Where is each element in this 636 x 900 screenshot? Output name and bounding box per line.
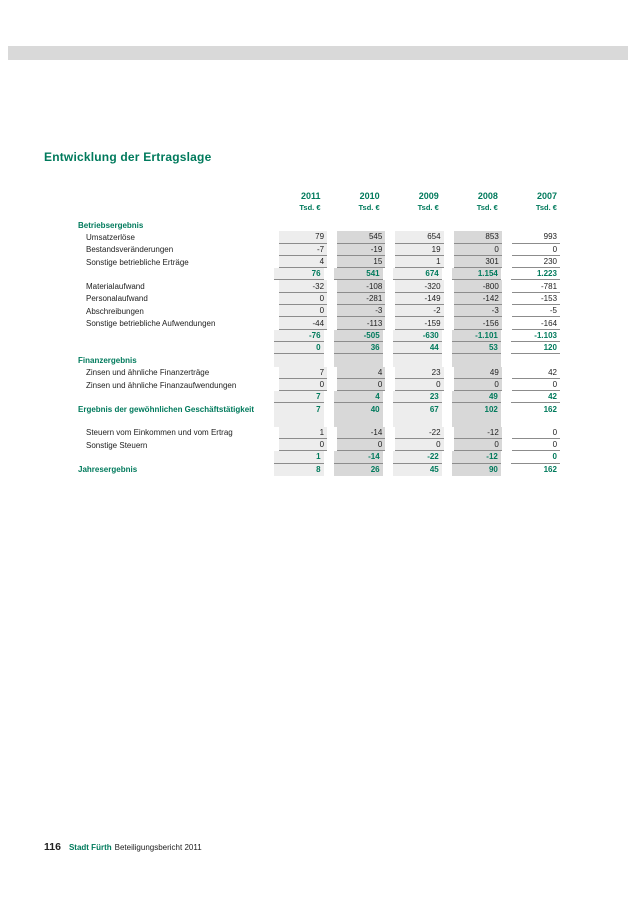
year-label: 2008 [477, 191, 498, 201]
value-cell: 4 [279, 256, 327, 268]
value-cell: 4 [334, 391, 383, 403]
row-label: Personalaufwand [86, 294, 148, 304]
row-label: Zinsen und ähnliche Finanzerträge [86, 368, 210, 378]
row-label: Jahresergebnis [78, 465, 138, 475]
value-cell: -1.101 [452, 330, 501, 342]
value-cell: 0 [512, 244, 560, 256]
row-label: Ergebnis der gewöhnlichen Geschäftstätigkeit [78, 405, 255, 415]
table-row [78, 231, 560, 243]
value-cell: -22 [393, 451, 442, 463]
year-column-header [452, 190, 501, 213]
value-cell: -3 [337, 305, 385, 317]
value-cell: 0 [454, 244, 502, 256]
value-cell [511, 219, 560, 231]
row-label [78, 330, 264, 342]
row-label [78, 268, 264, 280]
value-cell [274, 354, 323, 366]
value-cell: 120 [511, 342, 560, 354]
value-cell: 0 [454, 439, 502, 451]
row-label: Finanzergebnis [78, 355, 137, 365]
value-cell: 7 [274, 391, 323, 403]
value-cell: 49 [454, 367, 502, 379]
row-label: Sonstige Steuern [86, 440, 148, 450]
value-cell: 0 [512, 439, 560, 451]
table-row [78, 354, 560, 366]
value-cell: 0 [395, 379, 443, 391]
value-cell: -22 [395, 427, 443, 439]
table-row [78, 219, 560, 231]
row-label: Sonstige betriebliche Erträge [86, 257, 189, 267]
table-header [78, 190, 560, 213]
unit-label: Tsd. € [358, 203, 380, 212]
table-row [78, 330, 560, 342]
value-cell: 1.223 [511, 268, 560, 280]
year-column-header [393, 190, 442, 213]
value-cell: -164 [512, 317, 560, 329]
value-cell: -320 [395, 280, 443, 292]
footer-brand: Stadt Fürth [68, 843, 112, 852]
value-cell: 541 [334, 268, 383, 280]
table-row [78, 451, 560, 463]
row-label: Betriebsergebnis [78, 220, 144, 230]
value-cell: 90 [452, 464, 501, 476]
value-cell: 7 [279, 367, 327, 379]
value-cell: 230 [512, 256, 560, 268]
value-cell: 23 [393, 391, 442, 403]
value-cell: -281 [337, 293, 385, 305]
row-label: Umsatzerlöse [86, 232, 135, 242]
value-cell: 8 [274, 464, 323, 476]
value-cell: 0 [279, 379, 327, 391]
value-cell: 0 [279, 439, 327, 451]
value-cell: -159 [395, 317, 443, 329]
value-cell: 42 [511, 391, 560, 403]
table-row [78, 342, 560, 354]
value-cell: 7 [274, 403, 323, 415]
value-cell: 67 [393, 403, 442, 415]
value-cell: 1.154 [452, 268, 501, 280]
year-column-header [274, 190, 323, 213]
value-cell: 853 [454, 231, 502, 243]
value-cell: -800 [454, 280, 502, 292]
value-cell: 49 [452, 391, 501, 403]
value-cell: 0 [511, 451, 560, 463]
value-cell [393, 219, 442, 231]
value-cell: 79 [279, 231, 327, 243]
value-cell: -76 [274, 330, 323, 342]
value-cell: -108 [337, 280, 385, 292]
value-cell: 53 [452, 342, 501, 354]
row-label [78, 391, 264, 403]
value-cell: 993 [512, 231, 560, 243]
value-cell: -142 [454, 293, 502, 305]
value-cell: -14 [337, 427, 385, 439]
value-cell: 15 [337, 256, 385, 268]
value-cell: -630 [393, 330, 442, 342]
table-row [78, 305, 560, 317]
earnings-table [78, 190, 560, 476]
value-cell: 0 [279, 293, 327, 305]
table-row [78, 256, 560, 268]
value-cell: -781 [512, 280, 560, 292]
table-row [78, 427, 560, 439]
value-cell: -3 [454, 305, 502, 317]
table-row [78, 379, 560, 391]
value-cell [274, 416, 323, 427]
value-cell [452, 219, 501, 231]
value-cell: 162 [511, 403, 560, 415]
year-label: 2010 [359, 191, 380, 201]
page-title: Entwicklung der Ertragslage [44, 150, 212, 164]
table-row [78, 416, 560, 427]
row-label: Steuern vom Einkommen und vom Ertrag [86, 428, 233, 438]
table-body [78, 219, 560, 476]
value-cell: -149 [395, 293, 443, 305]
value-cell: 36 [334, 342, 383, 354]
value-cell: 654 [395, 231, 443, 243]
value-cell [334, 354, 383, 366]
value-cell [334, 416, 383, 427]
value-cell: 19 [395, 244, 443, 256]
header-divider-bar [8, 46, 628, 60]
row-label: Bestandsveränderungen [86, 245, 174, 255]
header-label-spacer [78, 190, 264, 213]
table-row [78, 268, 560, 280]
table-row [78, 317, 560, 329]
value-cell: -2 [395, 305, 443, 317]
value-cell: 162 [511, 464, 560, 476]
value-cell: 45 [393, 464, 442, 476]
value-cell: 0 [337, 379, 385, 391]
value-cell: 1 [274, 451, 323, 463]
unit-label: Tsd. € [417, 203, 439, 212]
value-cell: 0 [337, 439, 385, 451]
row-label [78, 342, 264, 354]
value-cell: 42 [512, 367, 560, 379]
value-cell: 674 [393, 268, 442, 280]
value-cell: 301 [454, 256, 502, 268]
value-cell: 0 [454, 379, 502, 391]
value-cell: 0 [512, 379, 560, 391]
value-cell: -1.103 [511, 330, 560, 342]
unit-label: Tsd. € [476, 203, 498, 212]
value-cell: -14 [334, 451, 383, 463]
value-cell [274, 219, 323, 231]
value-cell: 44 [393, 342, 442, 354]
value-cell: 102 [452, 403, 501, 415]
value-cell: 1 [395, 256, 443, 268]
table-row [78, 367, 560, 379]
value-cell: 1 [279, 427, 327, 439]
value-cell: -505 [334, 330, 383, 342]
value-cell [393, 416, 442, 427]
value-cell: 0 [279, 305, 327, 317]
year-label: 2007 [536, 191, 557, 201]
table-row [78, 391, 560, 403]
value-cell: 40 [334, 403, 383, 415]
value-cell: -12 [454, 427, 502, 439]
row-label [78, 451, 264, 463]
page-number: 116 [44, 841, 61, 853]
table-row [78, 244, 560, 256]
unit-label: Tsd. € [535, 203, 557, 212]
value-cell: -32 [279, 280, 327, 292]
table-row [78, 280, 560, 292]
year-column-header [511, 190, 560, 213]
value-cell: 545 [337, 231, 385, 243]
value-cell: 26 [334, 464, 383, 476]
value-cell: -156 [454, 317, 502, 329]
value-cell [452, 354, 501, 366]
table-row [78, 403, 560, 415]
year-label: 2009 [418, 191, 439, 201]
value-cell [393, 354, 442, 366]
value-cell [334, 219, 383, 231]
value-cell: 0 [395, 439, 443, 451]
unit-label: Tsd. € [299, 203, 321, 212]
value-cell: -19 [337, 244, 385, 256]
value-cell [511, 416, 560, 427]
page-footer [44, 841, 202, 853]
table-row [78, 293, 560, 305]
value-cell: -7 [279, 244, 327, 256]
table-row [78, 439, 560, 451]
year-column-header [334, 190, 383, 213]
footer-doc-title: Beteiligungsbericht 2011 [114, 843, 202, 852]
row-label: Abschreibungen [86, 306, 144, 316]
row-label: Sonstige betriebliche Aufwendungen [86, 319, 216, 329]
value-cell: 0 [512, 427, 560, 439]
value-cell: 0 [274, 342, 323, 354]
value-cell [452, 416, 501, 427]
value-cell: 23 [395, 367, 443, 379]
value-cell: 76 [274, 268, 323, 280]
value-cell: -44 [279, 317, 327, 329]
value-cell: -12 [452, 451, 501, 463]
value-cell: -5 [512, 305, 560, 317]
row-label: Zinsen und ähnliche Finanzaufwendungen [86, 380, 237, 390]
value-cell: 4 [337, 367, 385, 379]
year-label: 2011 [301, 191, 321, 201]
table-row [78, 464, 560, 476]
value-cell: -153 [512, 293, 560, 305]
row-label [78, 416, 264, 427]
row-label: Materialaufwand [86, 282, 145, 292]
value-cell [511, 354, 560, 366]
value-cell: -113 [337, 317, 385, 329]
